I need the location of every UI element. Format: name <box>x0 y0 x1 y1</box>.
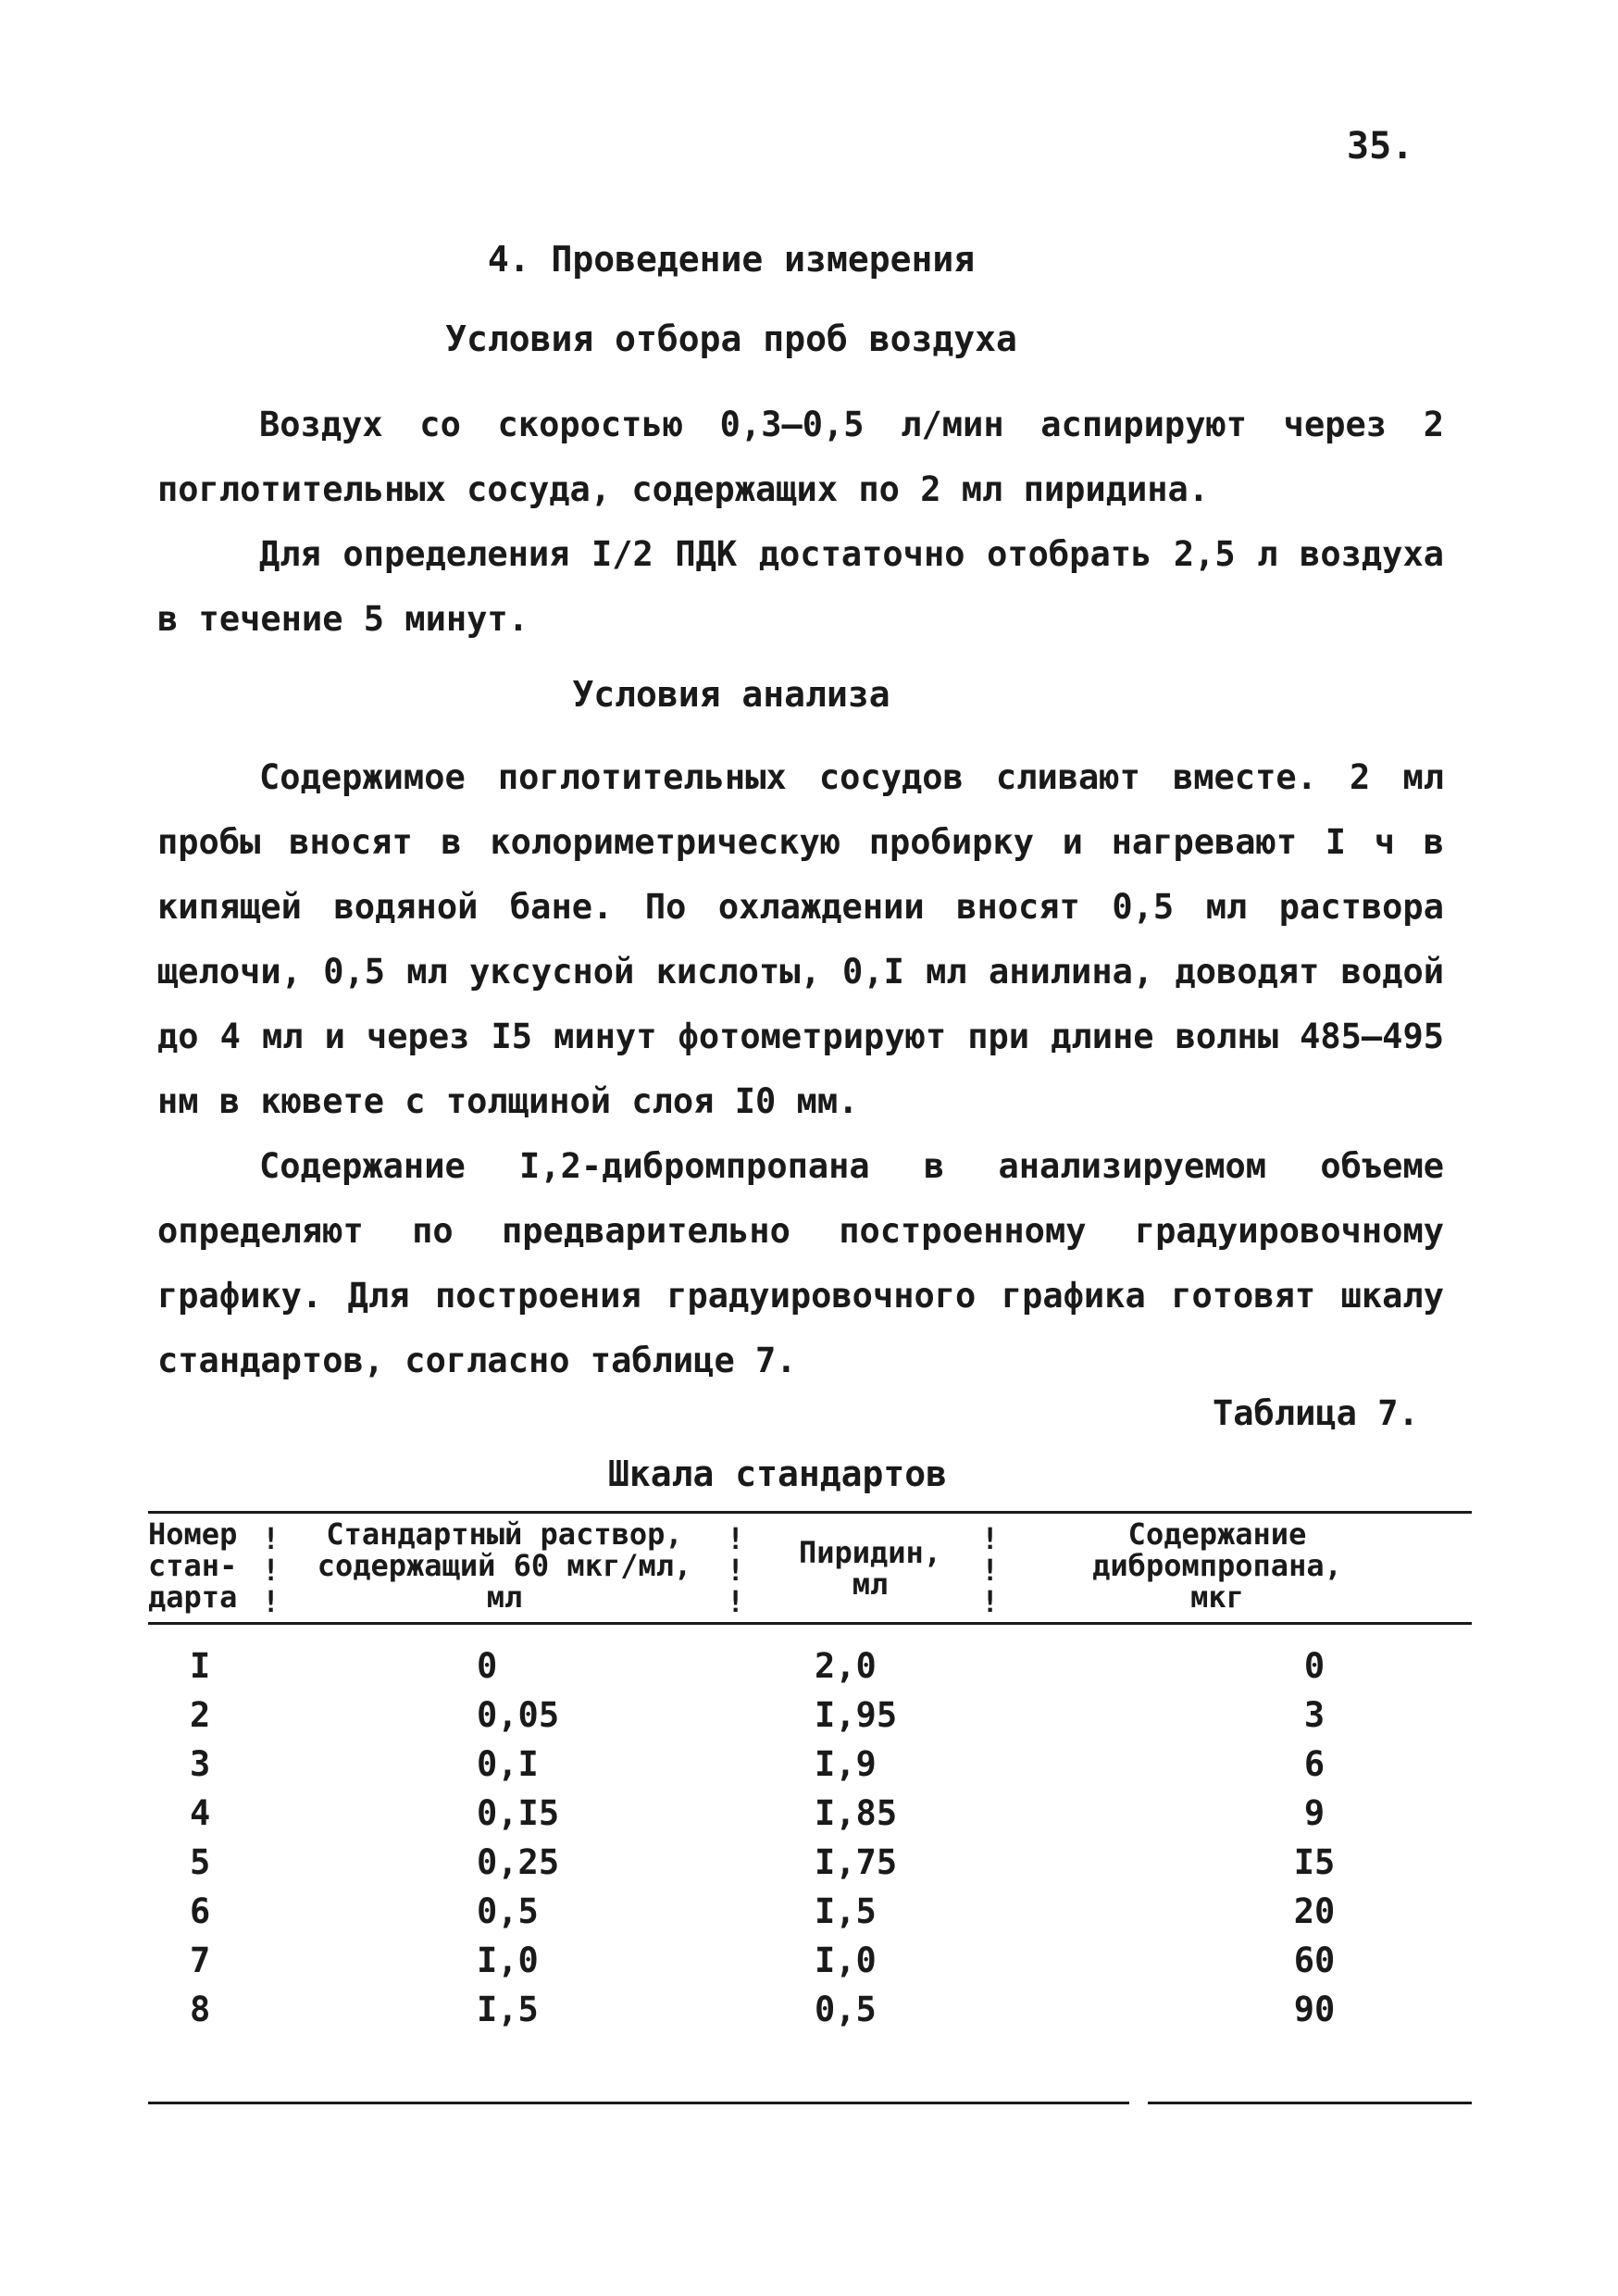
cell-pyridine-ml: I,95 <box>815 1695 898 1735</box>
column-separator: ! ! ! <box>981 1521 1000 1619</box>
cell-solution-ml: I,5 <box>477 1990 539 2029</box>
table-top-rule <box>148 1511 1472 1514</box>
cell-content-mkg: 20 <box>1293 1891 1336 1931</box>
cell-number: 8 <box>190 1990 211 2029</box>
paragraph-air-flow <box>157 393 1444 522</box>
cell-number: 7 <box>190 1940 211 1980</box>
cell-solution-ml: 0 <box>477 1646 498 1686</box>
table-caption: Таблица 7. <box>1213 1393 1419 1433</box>
table-bottom-rule <box>1148 2102 1472 2104</box>
cell-pyridine-ml: I,0 <box>815 1940 877 1980</box>
table-body <box>148 1646 1472 2039</box>
cell-pyridine-ml: I,5 <box>815 1891 877 1931</box>
cell-number: 6 <box>190 1891 211 1931</box>
paragraph-sample-volume-text: Для определения I/2 ПДК достаточно отобрать 2,5 л воздуха в течение 5 минут. <box>157 534 1444 639</box>
column-separator: ! ! ! <box>262 1521 280 1619</box>
cell-content-mkg: 3 <box>1303 1695 1326 1735</box>
paragraph-sample-volume <box>157 522 1444 652</box>
cell-pyridine-ml: I,75 <box>815 1842 898 1882</box>
air-sampling-heading: Условия отбора проб воздуха <box>445 318 1017 359</box>
cell-solution-ml: 0,5 <box>477 1891 539 1931</box>
analysis-heading: Условия анализа <box>572 674 890 715</box>
cell-solution-ml: 0,I5 <box>477 1793 560 1833</box>
column-header-standard-solution: Стандартный раствор, содержащий 60 мкг/мл, мл <box>317 1516 692 1615</box>
column-header-pyridine: Пиридин, мл <box>798 1535 942 1602</box>
table-row <box>148 1990 1472 2039</box>
cell-content-mkg: 0 <box>1303 1646 1326 1686</box>
cell-number: 5 <box>190 1842 211 1882</box>
table-row <box>148 1695 1472 1744</box>
table-row <box>148 1842 1472 1891</box>
paragraph-calibration <box>157 1134 1444 1393</box>
table-row <box>148 1744 1472 1793</box>
cell-number: I <box>190 1646 211 1686</box>
cell-pyridine-ml: 0,5 <box>815 1990 877 2029</box>
cell-content-mkg: 9 <box>1303 1793 1326 1833</box>
cell-solution-ml: 0,25 <box>477 1842 560 1882</box>
cell-content-mkg: 60 <box>1293 1940 1336 1980</box>
paragraph-air-flow-text: Воздух со скоростью 0,3–0,5 л/мин аспирируют через 2 поглотительных сосуда, содержащих по 2 мл пиридина. <box>157 405 1444 509</box>
table-title: Шкала стандартов <box>607 1454 948 1494</box>
table-row <box>148 1940 1472 1990</box>
column-header-dibromopropane-content: Содержание дибромпропана, мкг <box>1092 1516 1342 1615</box>
cell-pyridine-ml: I,85 <box>815 1793 898 1833</box>
cell-number: 3 <box>190 1744 211 1784</box>
cell-solution-ml: I,0 <box>477 1940 539 1980</box>
cell-solution-ml: 0,I <box>477 1744 539 1784</box>
table-header-rule <box>148 1622 1472 1625</box>
cell-content-mkg: I5 <box>1293 1842 1336 1882</box>
paragraph-analysis-procedure <box>157 745 1444 1134</box>
cell-pyridine-ml: I,9 <box>815 1744 877 1784</box>
cell-content-mkg: 6 <box>1303 1744 1326 1784</box>
column-header-standard-number: Номер стан- дарта <box>148 1516 238 1615</box>
section-heading: 4. Проведение измерения <box>487 239 976 280</box>
cell-content-mkg: 90 <box>1293 1990 1336 2029</box>
cell-number: 2 <box>190 1695 211 1735</box>
page-number: 35. <box>1347 125 1414 168</box>
table-bottom-rule <box>148 2102 1129 2104</box>
table-row <box>148 1793 1472 1842</box>
cell-number: 4 <box>190 1793 211 1833</box>
paragraph-calibration-text: Содержание I,2-дибромпропана в анализируемом объеме определяют по предварительно построенному градуировочному графику. Для построения градуировочного графика готовят шкалу стандартов, согласно таблице 7. <box>157 1146 1444 1380</box>
paragraph-analysis-procedure-text: Содержимое поглотительных сосудов сливают вместе. 2 мл пробы вносят в колориметрическую пробирку и нагревают I ч в кипящей водяной бане. По охлаждении вносят 0,5 мл раствора щелочи, 0,5 мл уксусной кислоты, 0,I мл анилина, доводят водой до 4 мл и через I5 минут фотометрируют при длине волны 485–495 нм в кювете с толщиной слоя I0 мм. <box>157 757 1444 1121</box>
cell-pyridine-ml: 2,0 <box>815 1646 877 1686</box>
column-separator: ! ! ! <box>727 1521 745 1619</box>
cell-solution-ml: 0,05 <box>477 1695 560 1735</box>
table-row <box>148 1891 1472 1940</box>
table-row <box>148 1646 1472 1695</box>
